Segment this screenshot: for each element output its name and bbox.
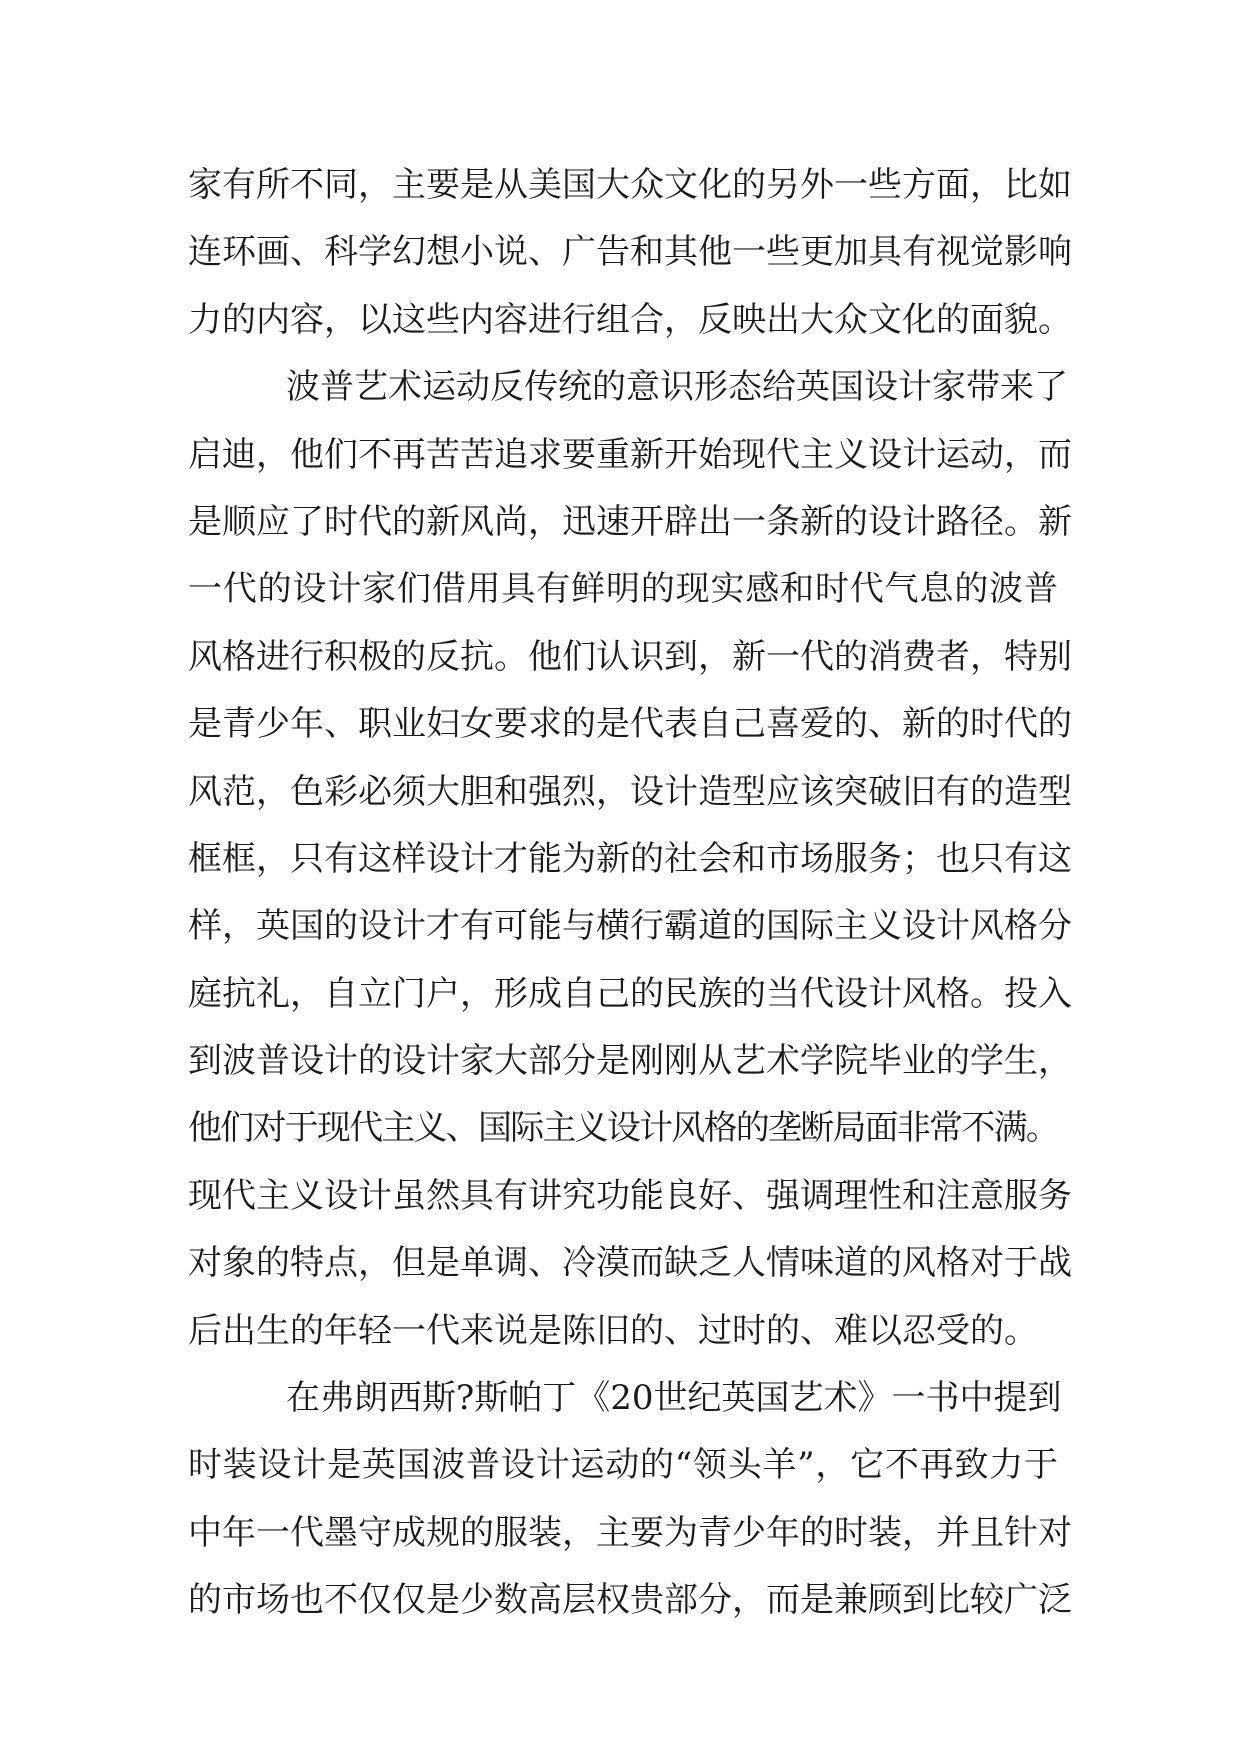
paragraph-end-line: 后出生的年轻一代来说是陈旧的、过时的、难以忍受的。 bbox=[188, 1310, 1038, 1351]
text-line: 风范，色彩必须大胆和强烈，设计造型应该突破旧有的造型 bbox=[188, 771, 1072, 812]
paragraph-start-line: 在弗朗西斯?斯帕丁《20世纪英国艺术》一书中提到 bbox=[286, 1378, 1062, 1419]
text-line: 连环画、科学幻想小说、广告和其他一些更加具有视觉影响 bbox=[188, 232, 1072, 273]
text-line: 风格进行积极的反抗。他们认识到，新一代的消费者，特别 bbox=[188, 636, 1072, 677]
paragraph-start-line: 波普艺术运动反传统的意识形态给英国设计家带来了 bbox=[286, 367, 1068, 408]
body-text bbox=[188, 152, 1072, 1635]
text-line: 启迪，他们不再苦苦追求要重新开始现代主义设计运动，而 bbox=[188, 434, 1072, 475]
text-line: 现代主义设计虽然具有讲究功能良好、强调理性和注意服务 bbox=[188, 1175, 1072, 1216]
text-line: 他们对于现代主义、国际主义设计风格的垄断局面非常不满。 bbox=[188, 1108, 1058, 1149]
text-line: 庭抗礼，自立门户，形成自己的民族的当代设计风格。投入 bbox=[188, 973, 1072, 1014]
text-line: 是顺应了时代的新风尚，迅速开辟出一条新的设计路径。新 bbox=[188, 501, 1072, 542]
text-line: 框框，只有这样设计才能为新的社会和市场服务；也只有这 bbox=[188, 838, 1072, 879]
paragraph-end-line: 力的内容，以这些内容进行组合，反映出大众文化的面貌。 bbox=[188, 299, 1072, 340]
text-line: 的市场也不仅仅是少数高层权贵部分，而是兼顾到比较广泛 bbox=[188, 1580, 1072, 1621]
text-line: 对象的特点，但是单调、冷漠而缺乏人情味道的风格对于战 bbox=[188, 1243, 1072, 1284]
text-line: 是青少年、职业妇女要求的是代表自己喜爱的、新的时代的 bbox=[188, 704, 1072, 745]
text-line: 一代的设计家们借用具有鲜明的现实感和时代气息的波普 bbox=[188, 569, 1058, 610]
text-line: 样，英国的设计才有可能与横行霸道的国际主义设计风格分 bbox=[188, 906, 1072, 947]
text-line: 家有所不同，主要是从美国大众文化的另外一些方面，比如 bbox=[188, 165, 1072, 205]
text-line: 中年一代墨守成规的服装，主要为青少年的时装，并且针对 bbox=[188, 1512, 1072, 1553]
text-line: 时装设计是英国波普设计运动的“领头羊”，它不再致力于 bbox=[188, 1445, 1058, 1486]
text-line: 到波普设计的设计家大部分是刚刚从艺术学院毕业的学生， bbox=[188, 1041, 1072, 1082]
